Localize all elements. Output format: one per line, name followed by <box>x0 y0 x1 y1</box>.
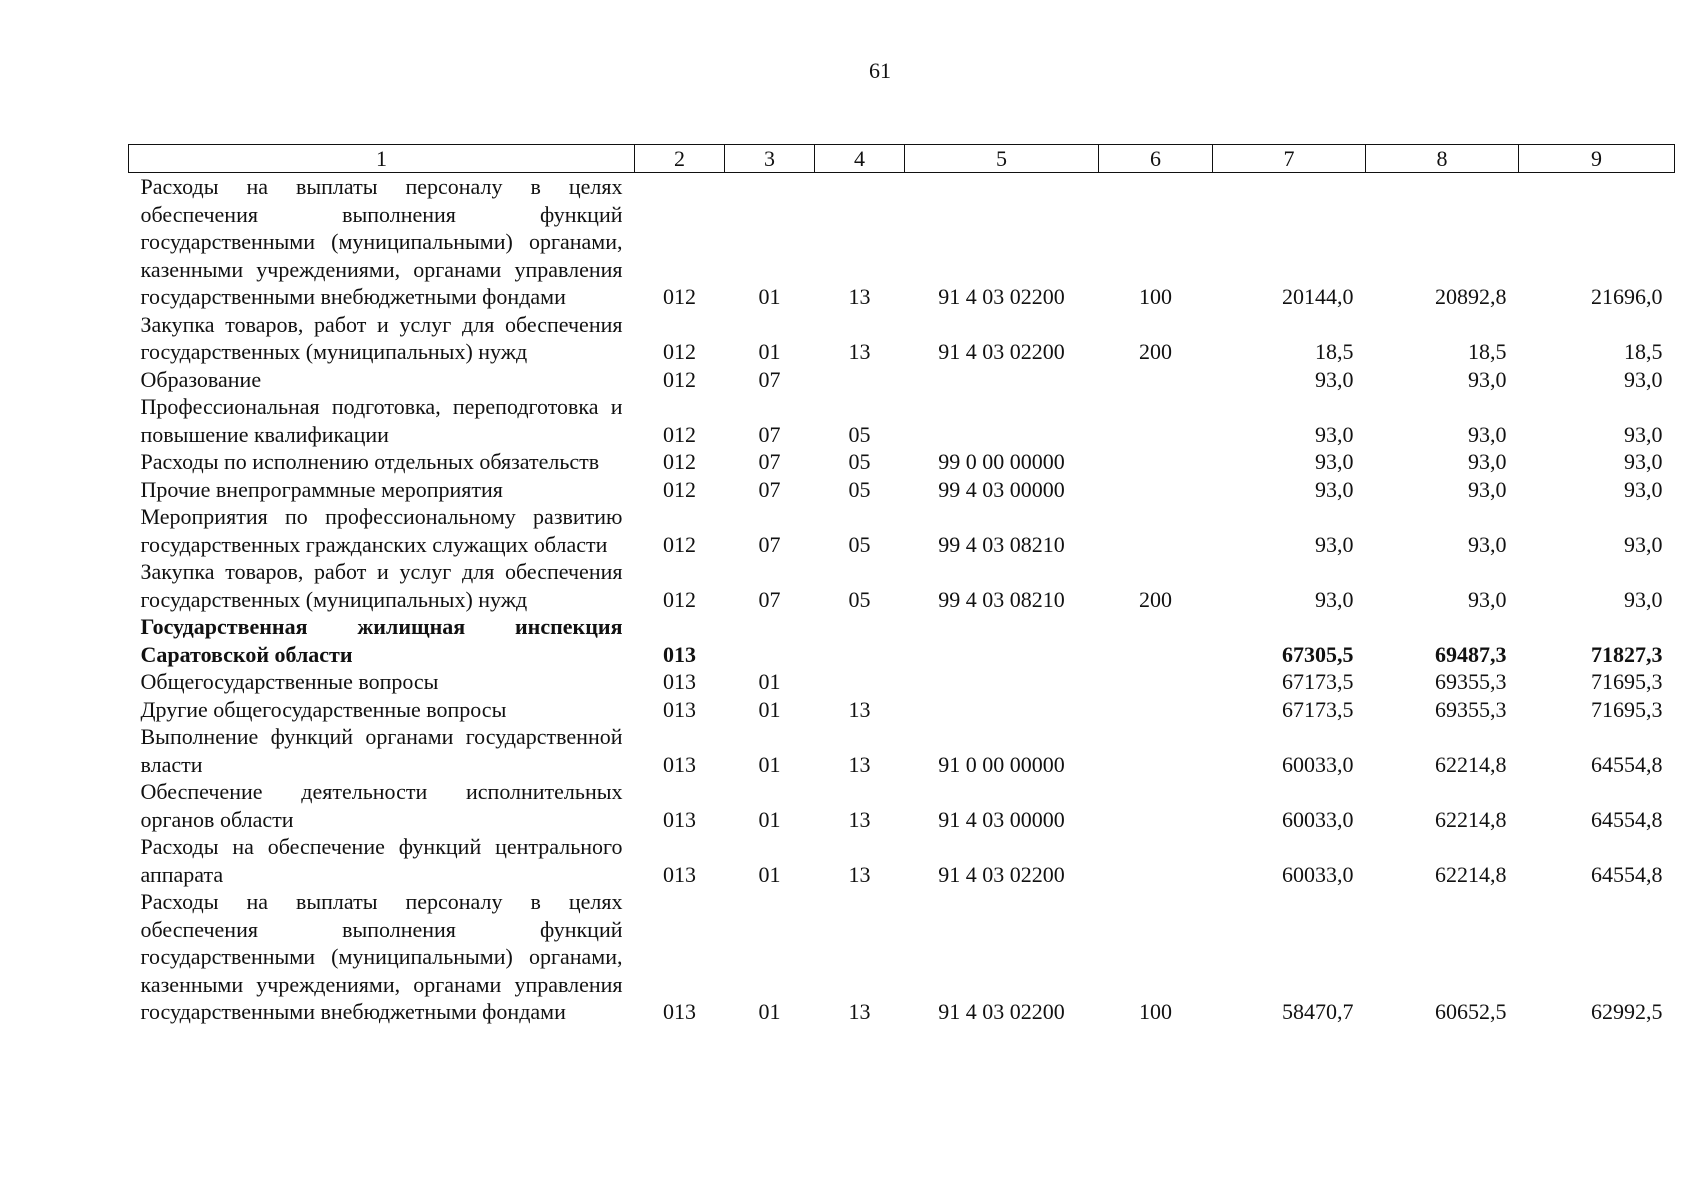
subsection-code-cell <box>815 366 905 394</box>
column-header-6: 6 <box>1099 145 1213 173</box>
row-name-cell: Прочие внепрограммные мероприятия <box>140 476 503 502</box>
table-row <box>129 393 1675 448</box>
table-row <box>129 173 1675 311</box>
row-name-cell: Общегосударственные вопросы <box>140 669 439 694</box>
ministry-code-cell: 013 <box>663 751 696 777</box>
row-name-cell: Расходы на выплаты персоналу в целях обеспечения выполнения функций государственными (муниципальными) органами, казенными учреждениями, органами управления государственными внебюджетными фондами <box>140 889 623 1024</box>
target-article-cell <box>905 613 1099 668</box>
table-header <box>129 145 1675 173</box>
ministry-code-cell: 013 <box>663 641 696 667</box>
table-body <box>129 173 1675 1026</box>
section-code-cell: 01 <box>758 806 781 832</box>
table-row <box>129 448 1675 476</box>
amount-year-2-cell: 62214,8 <box>1435 751 1507 777</box>
column-header-2: 2 <box>635 145 725 173</box>
target-article-cell: 99 4 03 00000 <box>938 476 1065 502</box>
target-article-cell: 99 0 00 00000 <box>938 449 1065 474</box>
amount-year-2-cell: 93,0 <box>1468 421 1507 447</box>
section-code-cell: 01 <box>758 999 781 1024</box>
table-row <box>129 311 1675 366</box>
amount-year-3-cell: 64554,8 <box>1591 806 1663 832</box>
expense-type-cell <box>1099 696 1213 724</box>
subsection-code-cell <box>815 668 905 696</box>
column-header-7: 7 <box>1213 145 1366 173</box>
amount-year-2-cell: 69487,3 <box>1435 641 1507 667</box>
table-row <box>129 503 1675 558</box>
amount-year-1-cell: 67173,5 <box>1282 669 1354 694</box>
subsection-code-cell: 13 <box>848 339 871 364</box>
amount-year-2-cell: 93,0 <box>1468 586 1507 612</box>
column-header-1: 1 <box>129 145 635 173</box>
target-article-cell: 91 4 03 02200 <box>938 284 1065 309</box>
amount-year-1-cell: 93,0 <box>1315 366 1354 392</box>
table-row <box>129 723 1675 778</box>
row-name-cell: Расходы на выплаты персоналу в целях обеспечения выполнения функций государственными (муниципальными) органами, казенными учреждениями, органами управления государственными внебюджетными фондами <box>140 174 623 309</box>
amount-year-2-cell: 62214,8 <box>1435 861 1507 887</box>
target-article-cell: 91 4 03 02200 <box>938 339 1065 364</box>
row-name-cell: Расходы на обеспечение функций центрального аппарата <box>140 834 623 887</box>
row-name-cell: Профессиональная подготовка, переподготовка и повышение квалификации <box>140 394 623 447</box>
amount-year-3-cell: 18,5 <box>1624 339 1663 364</box>
ministry-code-cell: 012 <box>663 586 696 612</box>
amount-year-2-cell: 93,0 <box>1468 449 1507 474</box>
amount-year-2-cell: 69355,3 <box>1435 696 1507 722</box>
target-article-cell <box>905 366 1099 394</box>
amount-year-2-cell: 60652,5 <box>1435 999 1507 1024</box>
amount-year-3-cell: 21696,0 <box>1591 284 1663 309</box>
row-name-cell: Обеспечение деятельности исполнительных органов области <box>140 779 623 832</box>
budget-table <box>128 144 1675 1026</box>
section-code-cell: 07 <box>758 449 781 474</box>
amount-year-2-cell: 93,0 <box>1468 476 1507 502</box>
ministry-code-cell: 013 <box>663 696 696 722</box>
subsection-code-cell <box>815 613 905 668</box>
subsection-code-cell: 05 <box>848 476 871 502</box>
section-code-cell: 07 <box>758 531 781 557</box>
amount-year-2-cell: 93,0 <box>1468 531 1507 557</box>
section-code-cell: 07 <box>758 586 781 612</box>
table-row <box>129 778 1675 833</box>
row-name-cell: Мероприятия по профессиональному развитию государственных гражданских служащих области <box>140 504 623 557</box>
expense-type-cell <box>1099 503 1213 558</box>
amount-year-3-cell: 93,0 <box>1624 366 1663 392</box>
table-row <box>129 833 1675 888</box>
expense-type-cell: 100 <box>1139 999 1172 1024</box>
amount-year-3-cell: 62992,5 <box>1591 999 1663 1024</box>
ministry-code-cell: 013 <box>663 861 696 887</box>
amount-year-2-cell: 62214,8 <box>1435 806 1507 832</box>
amount-year-1-cell: 60033,0 <box>1282 861 1354 887</box>
subsection-code-cell: 13 <box>848 284 871 309</box>
amount-year-3-cell: 64554,8 <box>1591 861 1663 887</box>
expense-type-cell <box>1099 476 1213 504</box>
row-name-cell: Закупка товаров, работ и услуг для обеспечения государственных (муниципальных) нужд <box>140 559 623 612</box>
amount-year-1-cell: 93,0 <box>1315 531 1354 557</box>
target-article-cell: 99 4 03 08210 <box>938 531 1065 557</box>
subsection-code-cell: 13 <box>848 861 871 887</box>
amount-year-2-cell: 93,0 <box>1468 366 1507 392</box>
amount-year-1-cell: 93,0 <box>1315 586 1354 612</box>
expense-type-cell <box>1099 778 1213 833</box>
amount-year-3-cell: 93,0 <box>1624 421 1663 447</box>
expense-type-cell <box>1099 613 1213 668</box>
amount-year-3-cell: 71695,3 <box>1591 669 1663 694</box>
target-article-cell: 91 0 00 00000 <box>938 751 1065 777</box>
column-header-3: 3 <box>725 145 815 173</box>
row-name-cell: Закупка товаров, работ и услуг для обеспечения государственных (муниципальных) нужд <box>140 311 623 364</box>
amount-year-3-cell: 93,0 <box>1624 531 1663 557</box>
subsection-code-cell: 13 <box>848 999 871 1024</box>
section-code-cell: 01 <box>758 284 781 309</box>
row-name-cell: Расходы по исполнению отдельных обязательств <box>140 449 600 474</box>
target-article-cell <box>905 668 1099 696</box>
expense-type-cell <box>1099 448 1213 476</box>
amount-year-3-cell: 64554,8 <box>1591 751 1663 777</box>
ministry-code-cell: 012 <box>663 366 696 392</box>
column-header-4: 4 <box>815 145 905 173</box>
section-code-cell: 01 <box>758 339 781 364</box>
section-code-cell: 07 <box>758 421 781 447</box>
table-row <box>129 668 1675 696</box>
table-row <box>129 558 1675 613</box>
amount-year-3-cell: 93,0 <box>1624 449 1663 474</box>
amount-year-3-cell: 93,0 <box>1624 586 1663 612</box>
column-header-5: 5 <box>905 145 1099 173</box>
page-number: 61 <box>869 58 891 83</box>
amount-year-1-cell: 20144,0 <box>1282 284 1354 309</box>
ministry-code-cell: 012 <box>663 284 696 309</box>
row-name-cell: Государственная жилищная инспекция Саратовской области <box>140 614 623 667</box>
section-code-cell: 01 <box>758 669 781 694</box>
section-code-cell: 01 <box>758 861 781 887</box>
target-article-cell <box>905 696 1099 724</box>
amount-year-1-cell: 93,0 <box>1315 421 1354 447</box>
row-name-cell: Выполнение функций органами государственной власти <box>140 724 623 777</box>
ministry-code-cell: 012 <box>663 531 696 557</box>
amount-year-2-cell: 69355,3 <box>1435 669 1507 694</box>
subsection-code-cell: 13 <box>848 806 871 832</box>
amount-year-1-cell: 93,0 <box>1315 449 1354 474</box>
ministry-code-cell: 013 <box>663 999 696 1024</box>
amount-year-1-cell: 60033,0 <box>1282 751 1354 777</box>
section-code-cell: 01 <box>758 696 781 722</box>
section-code-cell: 07 <box>758 476 781 502</box>
amount-year-1-cell: 18,5 <box>1315 339 1354 364</box>
ministry-code-cell: 013 <box>663 806 696 832</box>
expense-type-cell <box>1099 723 1213 778</box>
table-row <box>129 366 1675 394</box>
target-article-cell: 91 4 03 02200 <box>938 999 1065 1024</box>
section-code-cell: 07 <box>758 366 781 392</box>
table-row <box>129 476 1675 504</box>
subsection-code-cell: 05 <box>848 531 871 557</box>
ministry-code-cell: 012 <box>663 449 696 474</box>
target-article-cell <box>905 393 1099 448</box>
column-number-row <box>129 145 1675 173</box>
column-header-9: 9 <box>1519 145 1675 173</box>
subsection-code-cell: 13 <box>848 696 871 722</box>
amount-year-3-cell: 93,0 <box>1624 476 1663 502</box>
target-article-cell: 99 4 03 08210 <box>938 586 1065 612</box>
amount-year-2-cell: 20892,8 <box>1435 284 1507 309</box>
expense-type-cell <box>1099 393 1213 448</box>
section-code-cell <box>725 613 815 668</box>
section-code-cell: 01 <box>758 751 781 777</box>
target-article-cell: 91 4 03 02200 <box>938 861 1065 887</box>
amount-year-2-cell: 18,5 <box>1468 339 1507 364</box>
ministry-code-cell: 012 <box>663 476 696 502</box>
expense-type-cell <box>1099 833 1213 888</box>
ministry-code-cell: 013 <box>663 669 696 694</box>
row-name-cell: Другие общегосударственные вопросы <box>140 696 507 722</box>
amount-year-1-cell: 60033,0 <box>1282 806 1354 832</box>
target-article-cell: 91 4 03 00000 <box>938 806 1065 832</box>
amount-year-3-cell: 71827,3 <box>1591 641 1663 667</box>
row-name-cell: Образование <box>140 366 262 392</box>
subsection-code-cell: 05 <box>848 449 871 474</box>
expense-type-cell: 200 <box>1139 339 1172 364</box>
column-header-8: 8 <box>1366 145 1519 173</box>
expense-type-cell: 100 <box>1139 284 1172 309</box>
amount-year-1-cell: 67305,5 <box>1282 641 1354 667</box>
amount-year-1-cell: 93,0 <box>1315 476 1354 502</box>
amount-year-1-cell: 67173,5 <box>1282 696 1354 722</box>
ministry-code-cell: 012 <box>663 339 696 364</box>
expense-type-cell <box>1099 366 1213 394</box>
subsection-code-cell: 05 <box>848 586 871 612</box>
table-row <box>129 888 1675 1026</box>
expense-type-cell <box>1099 668 1213 696</box>
table-row <box>129 696 1675 724</box>
table-row <box>129 613 1675 668</box>
amount-year-3-cell: 71695,3 <box>1591 696 1663 722</box>
subsection-code-cell: 05 <box>848 421 871 447</box>
expense-type-cell: 200 <box>1139 586 1172 612</box>
subsection-code-cell: 13 <box>848 751 871 777</box>
amount-year-1-cell: 58470,7 <box>1282 999 1354 1024</box>
ministry-code-cell: 012 <box>663 421 696 447</box>
